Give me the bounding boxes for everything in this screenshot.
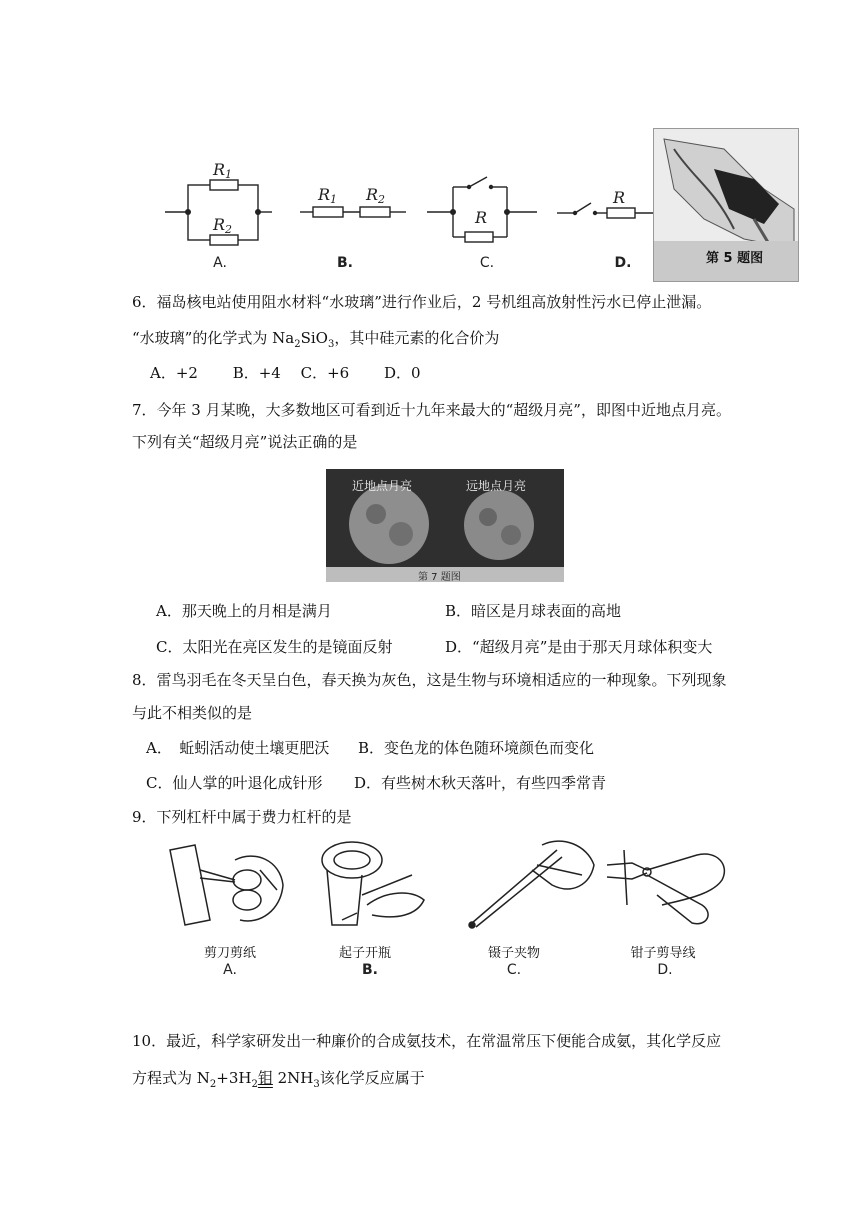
q8-option-d: D．有些树木秋天落叶，有些四季常青: [354, 774, 607, 792]
scissors-cutting-paper-drawing: [165, 840, 285, 935]
circuit-a-label: A.: [213, 255, 227, 271]
q8-option-c: C．仙人掌的叶退化成针形: [146, 774, 323, 792]
circuit-a-diagram: [160, 150, 275, 250]
svg-text:R: R: [213, 215, 226, 234]
q9-letter-a: A.: [223, 962, 237, 978]
q10-line2-pre: 方程式为 N: [132, 1069, 210, 1087]
pliers-cutting-wire-drawing: [602, 835, 732, 935]
q7-line2: 下列有关“超级月亮”说法正确的是: [132, 433, 358, 451]
q7-option-d: D．“超级月亮”是由于那天月球体积变大: [445, 638, 713, 656]
moon-label-far: 远地点月亮: [466, 479, 527, 493]
q6-sub1: 2: [294, 339, 301, 350]
circuit-d-diagram: [555, 185, 660, 225]
bottle-opener-drawing: [312, 835, 427, 935]
q10-sub-c: 3: [313, 1079, 320, 1090]
q6-line2-post: ，其中硅元素的化合价为: [334, 329, 500, 347]
q9-letter-b: B.: [362, 962, 378, 978]
q9-letter-d: D.: [657, 962, 673, 978]
moon-caption: 第 7 题图: [418, 572, 461, 583]
svg-text:R: R: [213, 160, 226, 179]
q8-option-b: B．变色龙的体色随环境颜色而变化: [358, 739, 595, 757]
q8-option-a: A． 蚯蚓活动使土壤更肥沃: [146, 739, 330, 757]
q10-sub-b: 2: [251, 1079, 258, 1090]
q8-line2: 与此不相类似的是: [132, 704, 253, 722]
svg-text:1: 1: [225, 168, 232, 181]
q10-line2-c: 2NH: [272, 1069, 314, 1087]
q9-caption-b: 起子开瓶: [338, 946, 391, 961]
svg-text:R: R: [318, 185, 331, 204]
q6-line2-pre: “水玻璃”的化学式为 Na: [132, 329, 295, 347]
q8-line1: 8．雷鸟羽毛在冬天呈白色，春天换为灰色，这是生物与环境相适应的一种现象。下列现象: [132, 671, 727, 689]
q6-line1: 6．福岛核电站使用阻水材料“水玻璃”进行作业后，2 号机组高放射性污水已停止泄漏。: [132, 293, 712, 311]
q10-line1: 10．最近，科学家研发出一种廉价的合成氨技术，在常温常压下便能合成氨，其化学反应: [132, 1032, 722, 1050]
q7-moon-photo: [326, 469, 564, 582]
tweezers-holding-drawing: [462, 835, 602, 935]
svg-text:2: 2: [225, 223, 232, 236]
svg-text:2: 2: [378, 193, 385, 206]
q6-options: A．+2 B．+4 C．+6 D．0: [150, 364, 421, 382]
svg-text:R: R: [366, 185, 379, 204]
q9-line1: 9．下列杠杆中属于费力杠杆的是: [132, 808, 352, 826]
q9-caption-d: 钳子剪导线: [630, 946, 696, 961]
q10-sub-a: 2: [209, 1079, 217, 1090]
circuit-c-label: C.: [479, 255, 495, 271]
q10-catalyst: 钼: [257, 1069, 273, 1087]
circuit-b-label: B.: [337, 255, 353, 271]
q7-option-a: A．那天晚上的月相是满月: [156, 602, 332, 620]
q5-figure-photo: [653, 128, 799, 282]
q10-line2-b: +3H: [216, 1069, 252, 1087]
q7-option-b: B．暗区是月球表面的高地: [445, 602, 622, 620]
q6-line2: [132, 328, 499, 355]
svg-text:R: R: [613, 188, 626, 207]
circuit-d-label: D.: [614, 255, 632, 271]
q7-option-c: C．太阳光在亮区发生的是镜面反射: [156, 638, 393, 656]
svg-text:1: 1: [330, 193, 337, 206]
q9-caption-c: 镊子夹物: [487, 946, 540, 961]
q6-line2-mid: SiO: [300, 329, 328, 347]
q5-figure-caption: 第 5 题图: [706, 251, 764, 266]
q9-caption-a: 剪刀剪纸: [203, 946, 256, 961]
circuit-b-diagram: [298, 180, 408, 230]
moon-label-near: 近地点月亮: [352, 479, 413, 493]
circuit-c-diagram: [425, 165, 540, 250]
q10-line2-post: 该化学反应属于: [319, 1069, 425, 1087]
q9-letter-c: C.: [506, 962, 522, 978]
q6-sub2: 3: [327, 339, 335, 350]
q7-line1: 7．今年 3 月某晚，大多数地区可看到近十九年来最大的“超级月亮”，即图中近地点月亮。: [132, 401, 731, 419]
svg-text:R: R: [475, 208, 488, 227]
q10-line2: [132, 1068, 425, 1095]
